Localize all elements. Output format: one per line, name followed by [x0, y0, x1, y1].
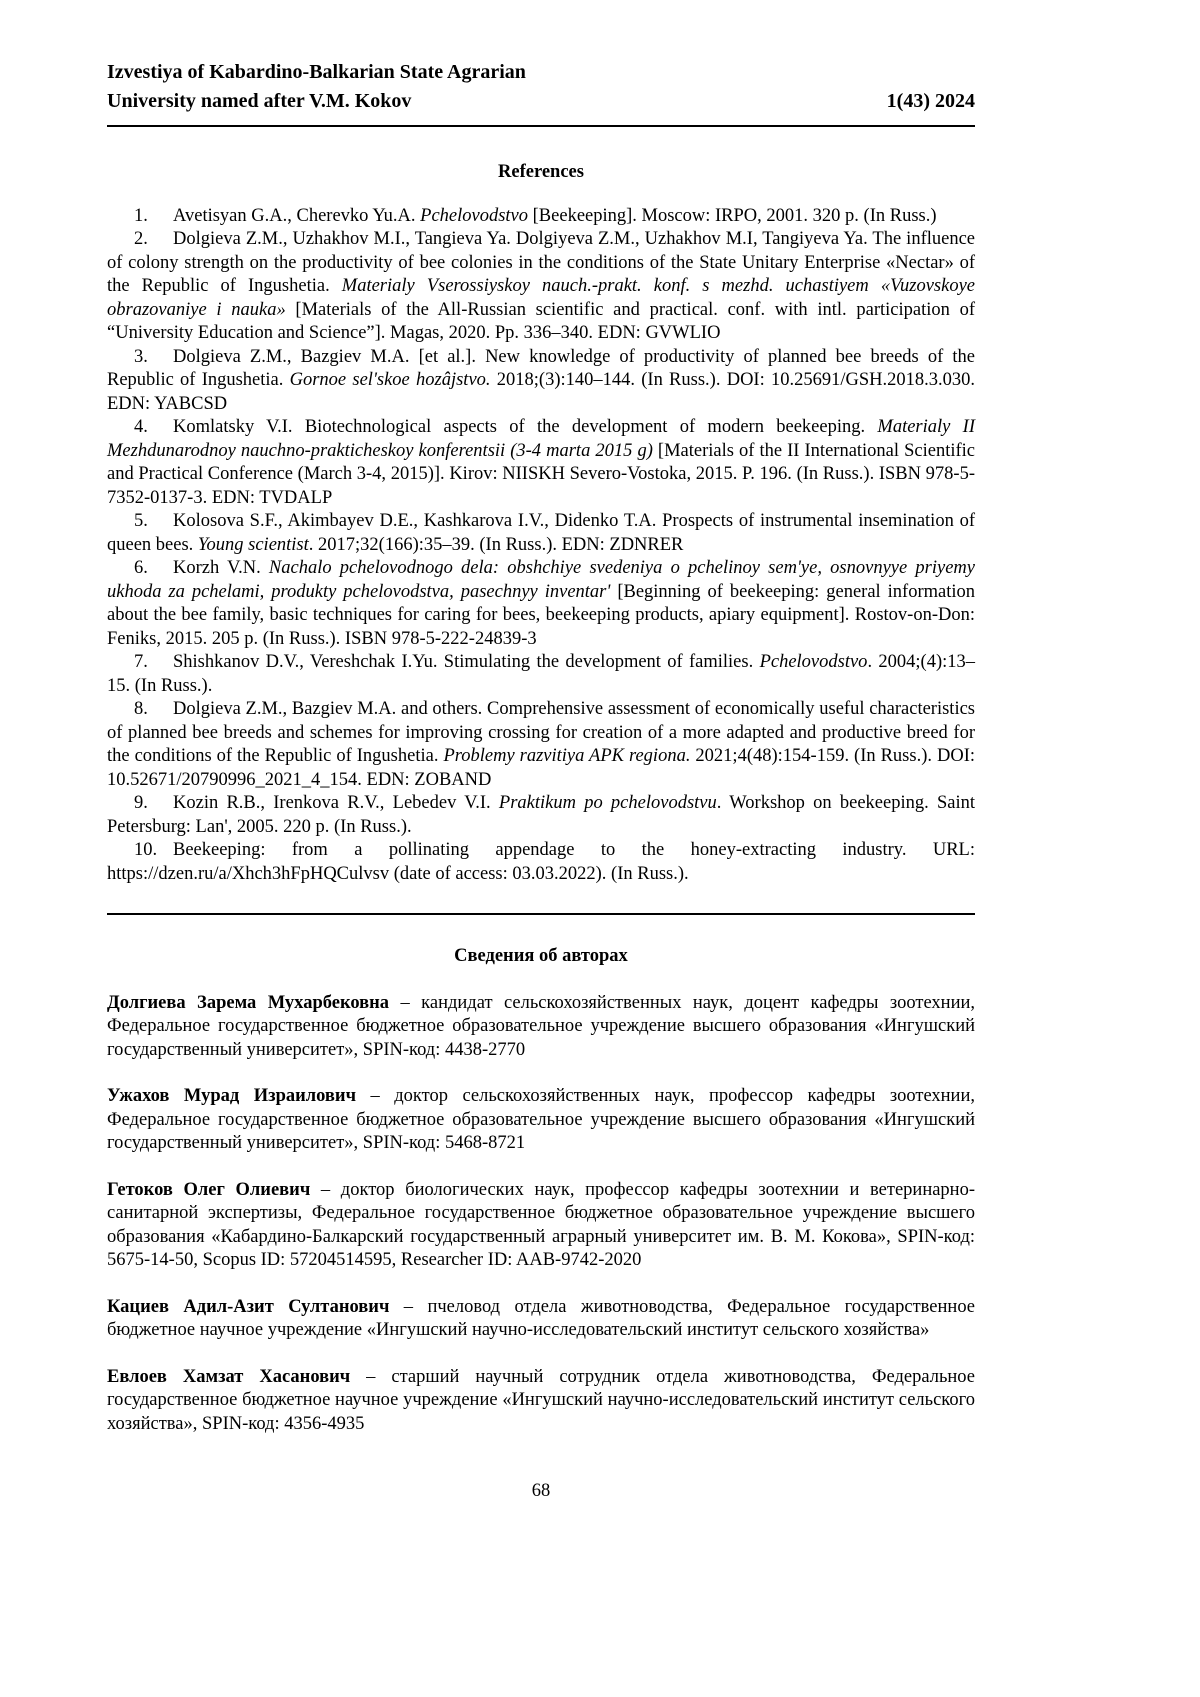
- reference-source-italic: Praktikum po pchelovodstvu: [498, 793, 717, 813]
- author-name: Кациев Адил-Азит Султанович: [107, 1296, 390, 1317]
- reference-item: [107, 792, 975, 839]
- reference-number: 5.: [134, 511, 148, 531]
- references-section: [107, 161, 975, 886]
- author-bio-text: – старший научный сотрудник отдела животноводства, Федеральное государственное бюджетное научное учреждение «Ингушский научно-исследовательский институт сельского хозяйства», SPIN-код: 4356-4935: [107, 1366, 975, 1434]
- reference-text: Kolosova S.F., Akimbayev D.E., Kashkarova I.V., Didenko T.A. Prospects of instrumental insemination of queen bees.: [107, 511, 975, 555]
- author-bio: [107, 1085, 975, 1156]
- reference-item: [107, 839, 975, 886]
- author-bio-text: – кандидат сельскохозяйственных наук, доцент кафедры зоотехнии, Федеральное государственное бюджетное образовательное учреждение высшего образования «Ингушский государственный университет», SPIN-код: 4438-2770: [107, 992, 976, 1060]
- reference-text: [Beekeeping]. Moscow: IRPO, 2001. 320 p. (In Russ.): [528, 205, 937, 226]
- reference-number: 4.: [134, 417, 148, 437]
- reference-source-italic: Gornoe sel'skoe hozâjstvo.: [289, 370, 491, 390]
- reference-item: [107, 557, 975, 651]
- reference-text: Komlatsky V.I. Biotechnological aspects of the development of modern beekeeping.: [173, 417, 878, 437]
- author-bio: [107, 1296, 975, 1343]
- reference-item: [107, 346, 975, 417]
- reference-item: [107, 416, 975, 510]
- reference-text: Kozin R.B., Irenkova R.V., Lebedev V.I.: [173, 793, 499, 813]
- author-bio-text: – доктор сельскохозяйственных наук, профессор кафедры зоотехнии, Федеральное государственное бюджетное образовательное учреждение высшего образования «Ингушский государственный университет», SPIN-код: 5468-8721: [107, 1086, 975, 1153]
- authors-title: Сведения об авторах: [454, 946, 628, 966]
- reference-item: [107, 510, 975, 557]
- reference-number: 3.: [134, 346, 148, 367]
- reference-text: Dolgieva Z.M., Bazgiev M.A. and others. Comprehensive assessment of economically useful characteristics of planned bee breeds and schemes for improving crossing for creation of a more adapted and productive breed for the conditions of the Republic of Ingushetia.: [107, 699, 975, 766]
- reference-number: 9.: [134, 793, 148, 813]
- journal-title-line2: University named after V.M. Kokov: [107, 90, 412, 112]
- reference-text: Korzh V.N.: [173, 558, 269, 578]
- reference-source-italic: Problemy razvitiya APK regiona.: [443, 746, 691, 766]
- author-bio: [107, 1179, 975, 1273]
- reference-item: [107, 698, 975, 792]
- reference-number: 1.: [134, 205, 148, 226]
- author-name: Евлоев Хамзат Хасанович: [107, 1366, 351, 1387]
- authors-list: [107, 992, 975, 1437]
- author-bio-text: – доктор биологических наук, профессор кафедры зоотехнии и ветеринарно-санитарной экспертизы, Федеральное государственное бюджетное образовательное учреждение высшего образования «Кабардино-Балкарский государственный аграрный университет им. В. М. Кокова», SPIN-код: 5675-14-50, Scopus ID: 57204514595, Researcher ID: AAB-9742-2020: [107, 1179, 975, 1270]
- author-name: Ужахов Мурад Израилович: [107, 1086, 357, 1106]
- reference-text: 2021;4(48):154-159. (In Russ.). DOI: 10.52671/20790996_2021_4_154. EDN: ZOBAND: [107, 746, 975, 790]
- author-bio: [107, 992, 975, 1063]
- reference-text: . 2017;32(166):35–39. (In Russ.). EDN: ZDNRER: [308, 534, 684, 555]
- reference-text: [Materials of the All-Russian scientific and practical. conf. with intl. participation of “University Education and Science”]. Magas, 2020. Pp. 336–340. EDN: GVWLIO: [107, 299, 975, 343]
- reference-text: [Beginning of beekeeping: general information about the bee family, basic techniques for caring for bees, beekeeping products, apiary equipment]. Rostov-on-Don: Feniks, 2015. 205 p. (In Russ.). ISBN 978-5-222-24839-3: [107, 581, 975, 649]
- reference-number: 6.: [134, 558, 148, 578]
- authors-section: [107, 945, 975, 1436]
- page-number: 68: [531, 1481, 551, 1501]
- journal-title-line2-row: [107, 87, 975, 116]
- reference-source-italic: Pchelovodstvo: [759, 652, 868, 672]
- author-bio: [107, 1366, 975, 1437]
- references-list: [107, 205, 975, 887]
- issue-number: 1(43) 2024: [886, 90, 975, 112]
- reference-text: Dolgieva Z.M., Uzhakhov M.I., Tangieva Ya. Dolgiyeva Z.M., Uzhakhov M.I, Tangiyeva Ya. The influence of colony strength on the productivity of bee colonies in the conditions of the State Unitary Enterprise «Nectar» of the Republic of Ingushetia.: [107, 229, 975, 296]
- reference-source-italic: Pchelovodstvo: [420, 205, 529, 226]
- reference-source-italic: Materialy II Mezhdunarodnoy nauchno-prakticheskoy konferentsii (3-4 marta 2015 g): [107, 417, 975, 461]
- section-divider-rule: [107, 913, 975, 915]
- page-header: [107, 58, 975, 127]
- header-rule: [107, 125, 975, 127]
- reference-source-italic: Young scientist: [197, 534, 309, 555]
- reference-text: . Workshop on beekeeping. Saint Petersburg: Lan', 2005. 220 p. (In Russ.).: [107, 793, 975, 837]
- reference-number: 8.: [134, 699, 148, 719]
- reference-text: Beekeeping: from a pollinating appendage to the honey-extracting industry. URL: https://dzen.ru/a/Xhch3hFpHQCulvsv (date of access: 03.03.2022). (In Russ.).: [107, 840, 975, 884]
- author-bio-text: – пчеловод отдела животноводства, Федеральное государственное бюджетное научное учреждение «Ингушский научно-исследовательский институт сельского хозяйства»: [107, 1296, 976, 1340]
- reference-source-italic: Materialy Vserossiyskoy nauch.-prakt. konf. s mezhd. uchastiyem «Vuzovskoye obrazovaniye i nauka»: [107, 276, 975, 320]
- references-title: References: [498, 162, 584, 182]
- reference-text: Shishkanov D.V., Vereshchak I.Yu. Stimulating the development of families.: [173, 652, 760, 672]
- reference-text: Avetisyan G.A., Cherevko Yu.A.: [173, 205, 421, 226]
- reference-item: [107, 228, 975, 346]
- reference-number: 7.: [134, 652, 148, 672]
- reference-item: [107, 651, 975, 698]
- author-name: Долгиева Зарема Мухарбековна: [107, 992, 390, 1013]
- author-name: Гетоков Олег Олиевич: [107, 1179, 311, 1200]
- reference-number: 2.: [134, 229, 148, 249]
- reference-text: 2018;(3):140–144. (In Russ.). DOI: 10.25691/GSH.2018.3.030. EDN: YABCSD: [107, 370, 975, 414]
- reference-text: Dolgieva Z.M., Bazgiev M.A. [et al.]. New knowledge of productivity of planned bee breeds of the Republic of Ingushetia.: [107, 346, 975, 390]
- reference-source-italic: Nachalo pchelovodnogo dela: obshchiye svedeniya o pchelinoy sem'ye, osnovnyye priyemy ukhoda za pchelami, produkty pchelovodstva, pasechnyy inventar': [107, 558, 975, 602]
- reference-text: [Materials of the II International Scientific and Practical Conference (March 3-4, 2015)]. Kirov: NIISKH Severo-Vostoka, 2015. P. 196. (In Russ.). ISBN 978-5-7352-0137-3. EDN: TVDALP: [107, 440, 975, 508]
- reference-number: 10.: [134, 840, 158, 860]
- reference-item: [107, 205, 975, 229]
- reference-text: . 2004;(4):13–15. (In Russ.).: [107, 652, 975, 696]
- journal-title-line1: Izvestiya of Kabardino-Balkarian State Agrarian: [107, 61, 526, 83]
